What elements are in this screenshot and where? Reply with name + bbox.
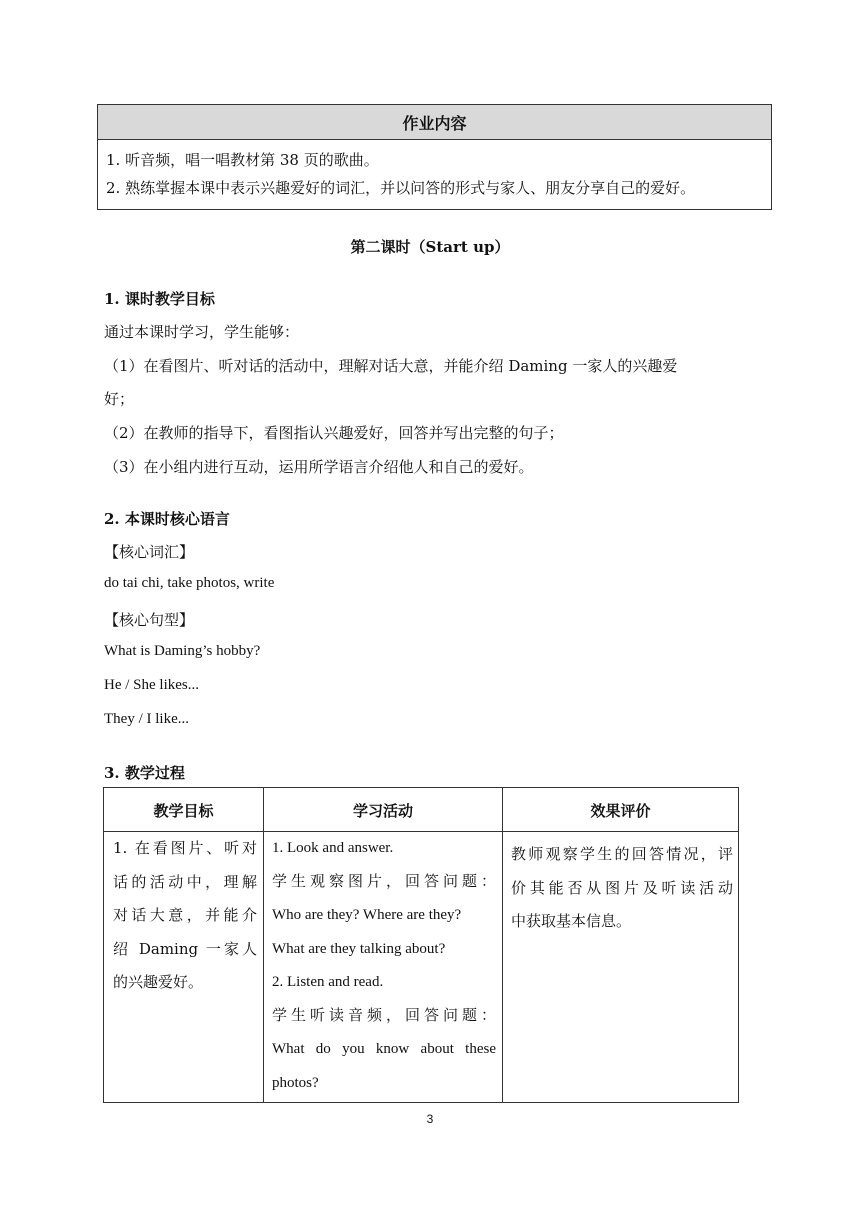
cell-line: 1. 在看图片、听对 xyxy=(113,839,257,857)
section1-heading: 1. 课时教学目标 xyxy=(104,290,215,308)
vocab-label: 【核心词汇】 xyxy=(104,543,195,561)
sentence-item: He / She likes... xyxy=(104,677,199,693)
cell-line: 中获取基本信息。 xyxy=(511,912,632,930)
goal-item: （2）在教师的指导下，看图指认兴趣爱好，回答并写出完整的句子； xyxy=(104,424,564,442)
column-divider xyxy=(502,788,503,1102)
homework-body xyxy=(98,140,771,202)
homework-item: 1. 听音频，唱一唱教材第 38 页的歌曲。 xyxy=(106,151,379,169)
cell-line: What are they talking about? xyxy=(272,940,446,957)
cell-line: 绍 Daming 一家人 xyxy=(113,939,257,958)
cell-line: 学生观察图片，回答问题： xyxy=(272,873,496,890)
section1-intro: 通过本课时学习，学生能够： xyxy=(104,323,300,341)
goal-item: 好； xyxy=(104,390,135,408)
activity-cell xyxy=(272,832,496,1100)
sentence-item: What is Daming’s hobby? xyxy=(104,643,261,659)
sentence-item: They / I like... xyxy=(104,711,189,727)
goal-item: （3）在小组内进行互动，运用所学语言介绍他人和自己的爱好。 xyxy=(104,458,534,476)
cell-line: 教师观察学生的回答情况，评 xyxy=(511,845,733,863)
goal-item: （1）在看图片、听对话的活动中，理解对话大意，并能介绍 Daming 一家人的兴趣爱 xyxy=(104,357,678,375)
column-divider xyxy=(263,788,264,1102)
cell-line: 的兴趣爱好。 xyxy=(113,973,204,991)
cell-line: 话的活动中，理解 xyxy=(113,872,257,891)
cell-line: photos? xyxy=(272,1074,319,1091)
section2-heading: 2. 本课时核心语言 xyxy=(104,510,230,528)
cell-line: Who are they? Where are they? xyxy=(272,907,462,923)
cell-line: What do you know about these xyxy=(272,1041,496,1057)
homework-header: 作业内容 xyxy=(98,105,771,140)
cell-line: 2. Listen and read. xyxy=(272,974,384,990)
section3-heading: 3. 教学过程 xyxy=(104,764,185,782)
cell-line: 对话大意，并能介 xyxy=(113,906,257,924)
homework-item: 2. 熟练掌握本课中表示兴趣爱好的词汇，并以问答的形式与家人、朋友分享自己的爱好。 xyxy=(106,179,696,197)
lesson-title: 第二课时（Start up） xyxy=(350,238,510,256)
sentence-label: 【核心句型】 xyxy=(104,611,195,629)
process-table xyxy=(103,787,739,1103)
cell-line: 价其能否从图片及听读活动 xyxy=(511,878,733,897)
page-number: 3 xyxy=(426,1112,434,1126)
table-header-evaluation: 效果评价 xyxy=(590,801,651,820)
table-header-goal: 教学目标 xyxy=(153,801,214,820)
goal-cell xyxy=(113,832,257,1000)
cell-line: 学生听读音频，回答问题： xyxy=(272,1007,496,1024)
table-header-activity: 学习活动 xyxy=(352,801,413,820)
homework-table xyxy=(97,104,772,210)
evaluation-cell xyxy=(511,838,733,939)
cell-line: 1. Look and answer. xyxy=(272,840,394,856)
vocab-text: do tai chi, take photos, write xyxy=(104,575,275,591)
